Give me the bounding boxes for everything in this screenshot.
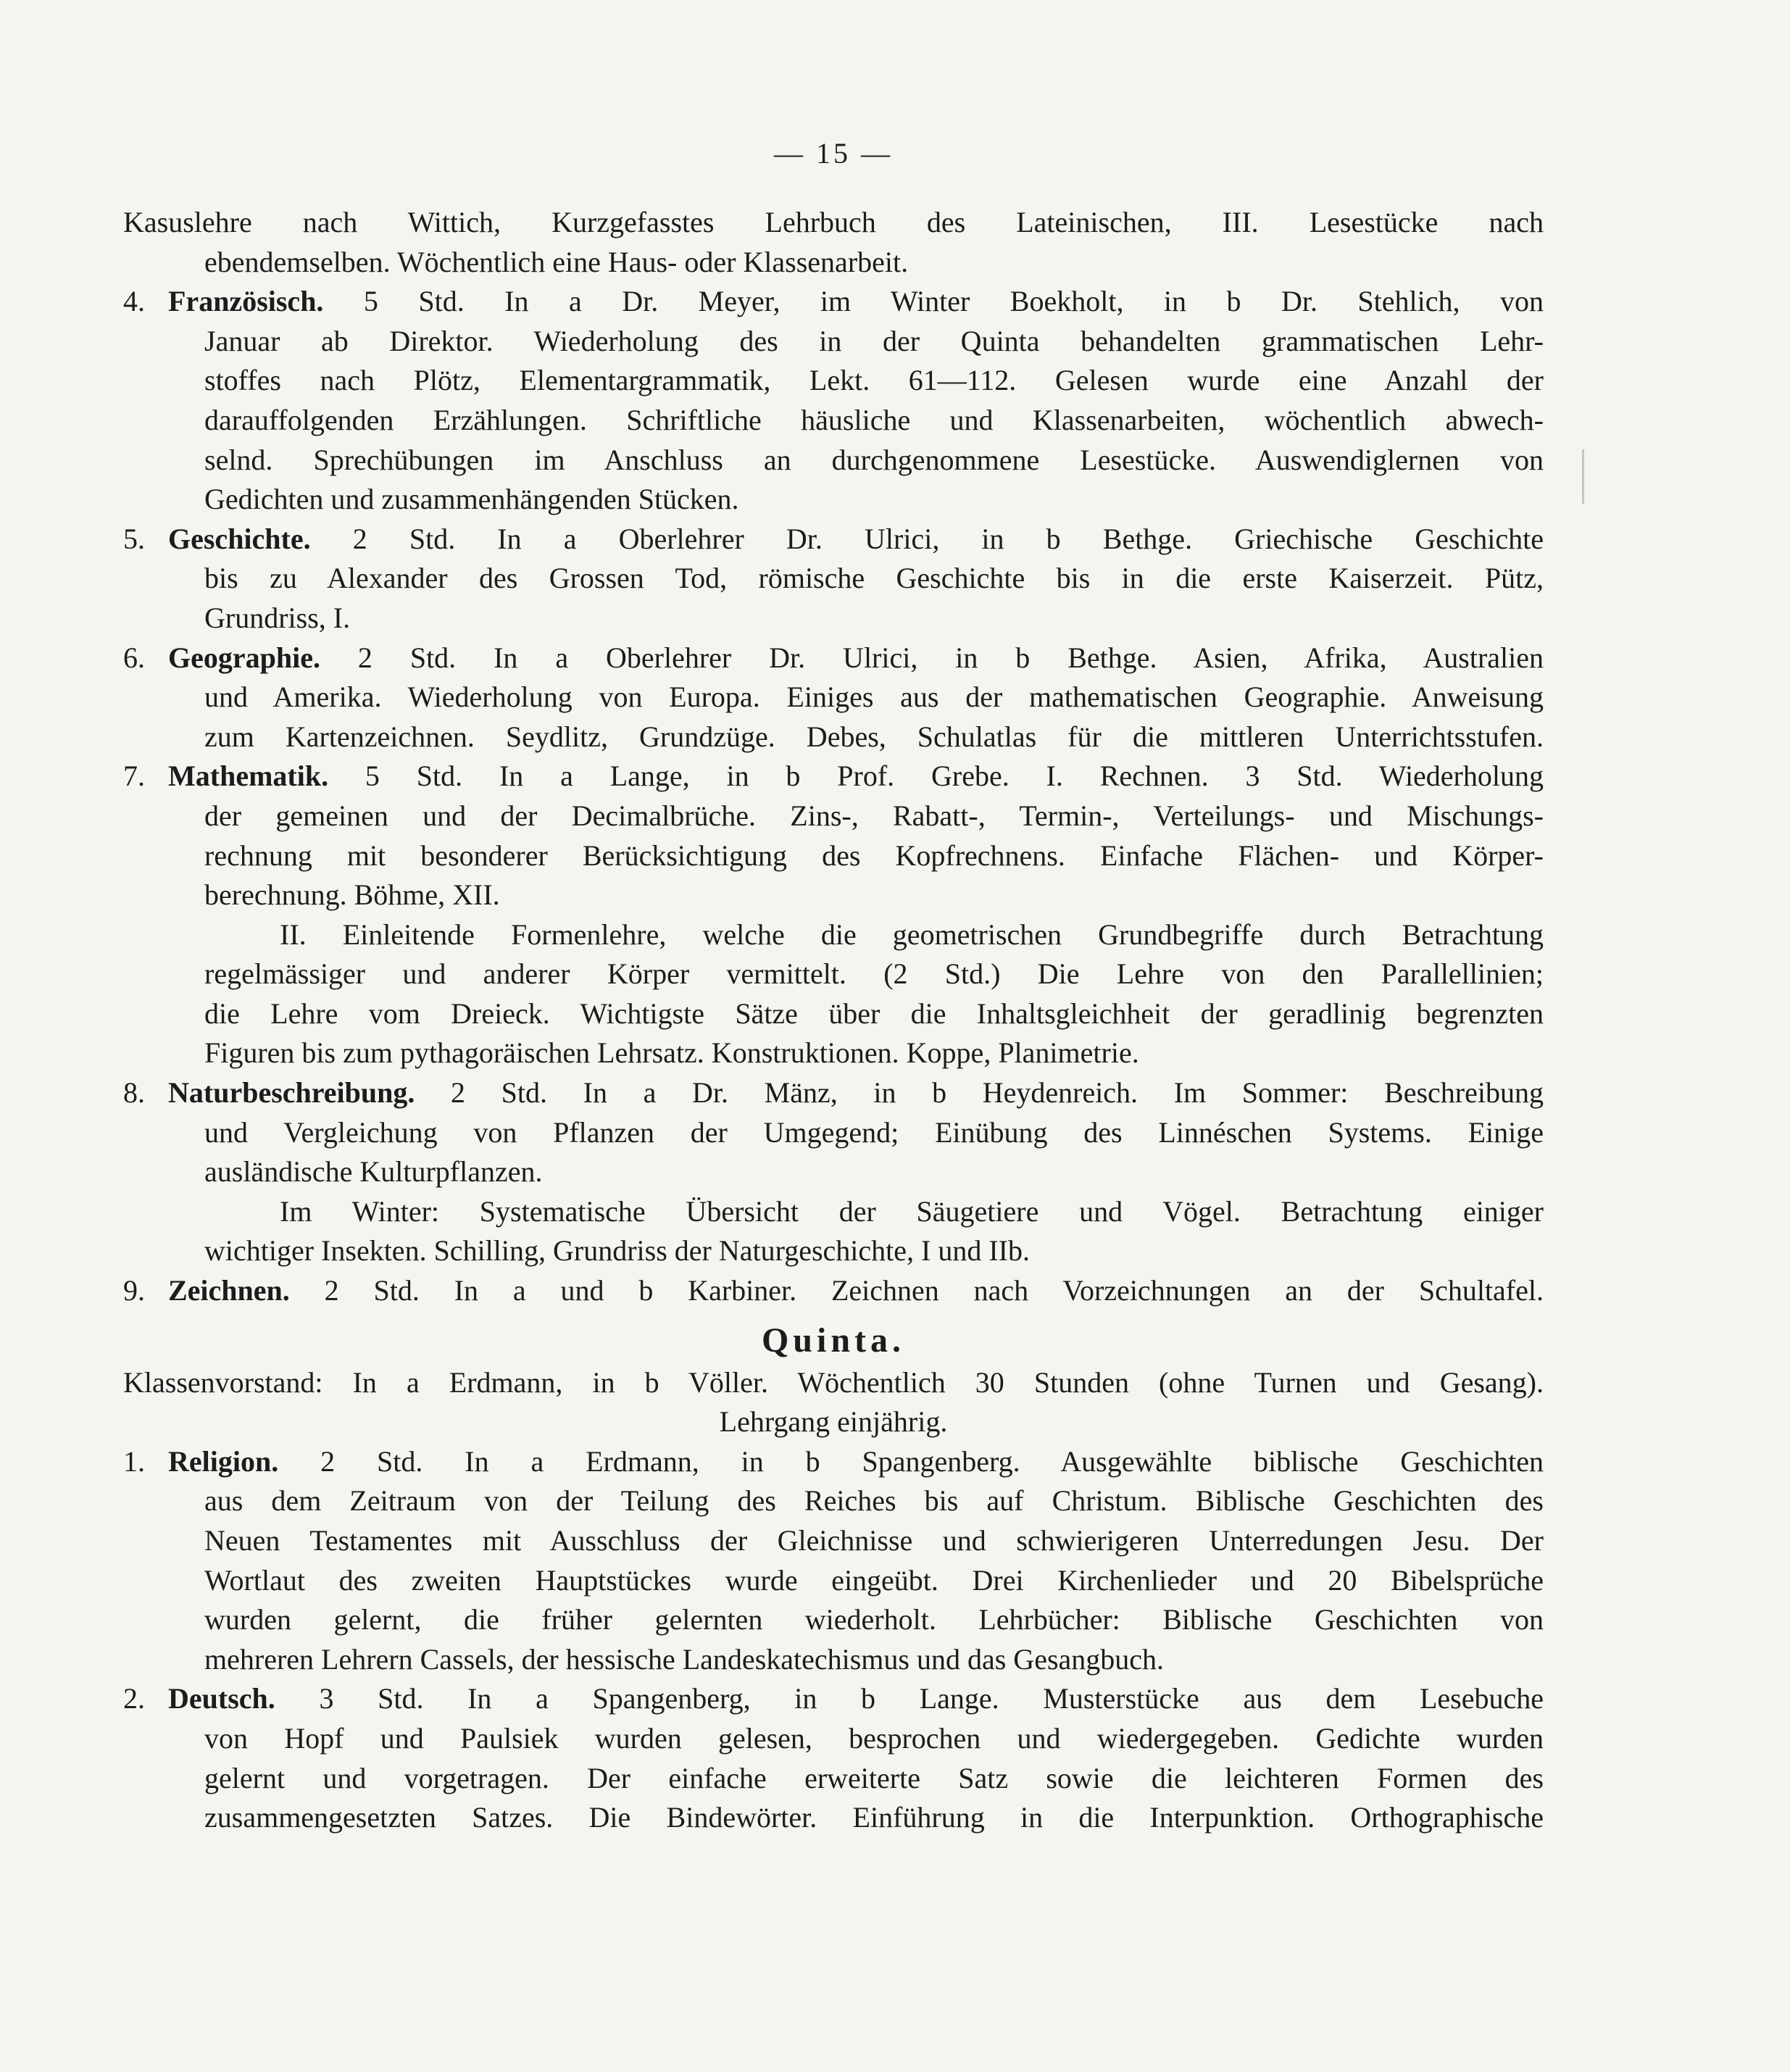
section-details: 2 Std. In a Oberlehrer Dr. Ulrici, in b Bethge. Griechische Geschichte [310,522,1544,555]
text-line: und Vergleichung von Pflanzen der Umgegend; Einübung des Linnéschen Systems. Einige [204,1115,1544,1149]
text-line: rechnung mit besonderer Berücksichtigung des Kopfrechnens. Einfache Flächen- und Körper- [204,839,1544,872]
text-line: mehreren Lehrern Cassels, der hessische Landeskatechismus und das Gesangbuch. [204,1642,1165,1676]
section-number: 5. [123,522,145,555]
text-line: der gemeinen und der Decimalbrüche. Zins-, Rabatt-, Termin-, Verteilungs- und Mischungs- [204,799,1544,832]
text-line: Januar ab Direktor. Wiederholung des in der Quinta behandelten grammatischen Lehr- [204,324,1544,357]
text-line: wurden gelernt, die früher gelernten wiederholt. Lehrbücher: Biblische Geschichten von [204,1603,1544,1636]
text-line: gelernt und vorgetragen. Der einfache erweiterte Satz sowie die leichteren Formen des [204,1761,1544,1794]
text-line: selnd. Sprechübungen im Anschluss an durchgenommene Lesestücke. Auswendiglernen von [204,443,1544,476]
text-line: Gedichten und zusammenhängenden Stücken. [204,483,739,516]
section-heading-geschichte [123,520,1544,559]
text-line: ebendemselben. Wöchentlich eine Haus- oder Klassenarbeit. [204,245,909,278]
section-heading-naturbeschreibung [123,1073,1544,1113]
text-line: Figuren bis zum pythagoräischen Lehrsatz. Konstruktionen. Koppe, Planimetrie. [204,1036,1139,1070]
text-line: stoffes nach Plötz, Elementargrammatik, Lekt. 61—112. Gelesen wurde eine Anzahl der [204,364,1544,397]
section-number: 8. [123,1076,145,1110]
text-line: II. Einleitende Formenlehre, welche die geometrischen Grundbegriffe durch Betrachtung [280,918,1544,951]
margin-rule [1582,449,1584,504]
section-subject: Geographie. [168,641,320,674]
text-line: Kasuslehre nach Wittich, Kurzgefasstes Lehrbuch des Lateinischen, III. Lesestücke nach [123,206,1544,238]
section-number: 1. [123,1444,145,1478]
section-details: 3 Std. In a Spangenberg, in b Lange. Musterstücke aus dem Lesebuche [275,1682,1544,1715]
text-line: Im Winter: Systematische Übersicht der Säugetiere und Vögel. Betrachtung einiger [280,1194,1544,1228]
text-line: zum Kartenzeichnen. Seydlitz, Grundzüge. Debes, Schulatlas für die mittleren Unterrichtsstufen. [204,720,1544,753]
text-line: Neuen Testamentes mit Ausschluss der Gleichnisse und schwierigeren Unterredungen Jesu. Der [204,1524,1544,1557]
section-number: 7. [123,760,145,793]
section-heading-geographie [123,638,1544,678]
text-line: darauffolgenden Erzählungen. Schriftliche häusliche und Klassenarbeiten, wöchentlich abwech- [204,403,1544,436]
text-line: von Hopf und Paulsiek wurden gelesen, besprochen und wiedergegeben. Gedichte wurden [204,1721,1544,1755]
section-heading-religion [123,1442,1544,1482]
class-teacher-line: Klassenvorstand: In a Erdmann, in b Völler. Wöchentlich 30 Stunden (ohne Turnen und Gesang). [123,1365,1544,1399]
body-text [123,203,1544,1838]
text-line: bis zu Alexander des Grossen Tod, römische Geschichte bis in die erste Kaiserzeit. Pütz, [204,562,1544,595]
section-number: 9. [123,1274,145,1307]
section-heading-deutsch [123,1679,1544,1719]
text-line: die Lehre vom Dreieck. Wichtigste Sätze über die Inhaltsgleichheit der geradlinig begrenzten [204,997,1544,1030]
class-heading-quinta: Quinta. [761,1320,906,1360]
section-subject: Naturbeschreibung. [168,1076,415,1110]
section-number: 6. [123,641,145,674]
page-number: — 15 — [774,137,893,170]
section-heading-franzoesisch [123,282,1544,322]
section-subject: Zeichnen. [168,1274,290,1307]
text-line: Grundriss, I. [204,601,351,634]
section-subject: Religion. [168,1444,279,1478]
text-line: wichtiger Insekten. Schilling, Grundriss der Naturgeschichte, I und IIb. [204,1234,1030,1268]
text-line: aus dem Zeitraum von der Teilung des Reiches bis auf Christum. Biblische Geschichten des [204,1484,1544,1518]
section-details: 2 Std. In a Dr. Mänz, in b Heydenreich. Im Sommer: Beschreibung [415,1076,1544,1110]
text-line: ausländische Kulturpflanzen. [204,1155,543,1189]
section-heading-mathematik [123,757,1544,796]
section-subject: Deutsch. [168,1682,275,1715]
section-number: 4. [123,285,145,318]
text-line: regelmässiger und anderer Körper vermittelt. (2 Std.) Die Lehre von den Parallellinien; [204,957,1544,991]
text-line: und Amerika. Wiederholung von Europa. Einiges aus der mathematischen Geographie. Anweisung [204,681,1544,714]
section-subject: Mathematik. [168,760,329,793]
section-heading-zeichnen [123,1271,1544,1311]
section-details: 5 Std. In a Lange, in b Prof. Grebe. I. Rechnen. 3 Std. Wiederholung [328,760,1544,793]
text-line: berechnung. Böhme, XII. [204,878,500,912]
section-details: 2 Std. In a Erdmann, in b Spangenberg. Ausgewählte biblische Geschichten [278,1444,1544,1478]
section-details: 2 Std. In a und b Karbiner. Zeichnen nach Vorzeichnungen an der Schultafel. [289,1274,1544,1307]
section-subject: Geschichte. [168,522,311,555]
course-duration: Lehrgang einjährig. [719,1405,948,1439]
section-subject: Französisch. [168,285,324,318]
text-line: Wortlaut des zweiten Hauptstückes wurde eingeübt. Drei Kirchenlieder und 20 Bibelsprüche [204,1563,1544,1597]
section-details: 2 Std. In a Oberlehrer Dr. Ulrici, in b Bethge. Asien, Afrika, Australien [320,641,1544,674]
section-number: 2. [123,1682,145,1715]
text-line: zusammengesetzten Satzes. Die Bindewörter. Einführung in die Interpunktion. Orthographische [204,1801,1544,1834]
section-details: 5 Std. In a Dr. Meyer, im Winter Boekholt, in b Dr. Stehlich, von [323,285,1544,318]
